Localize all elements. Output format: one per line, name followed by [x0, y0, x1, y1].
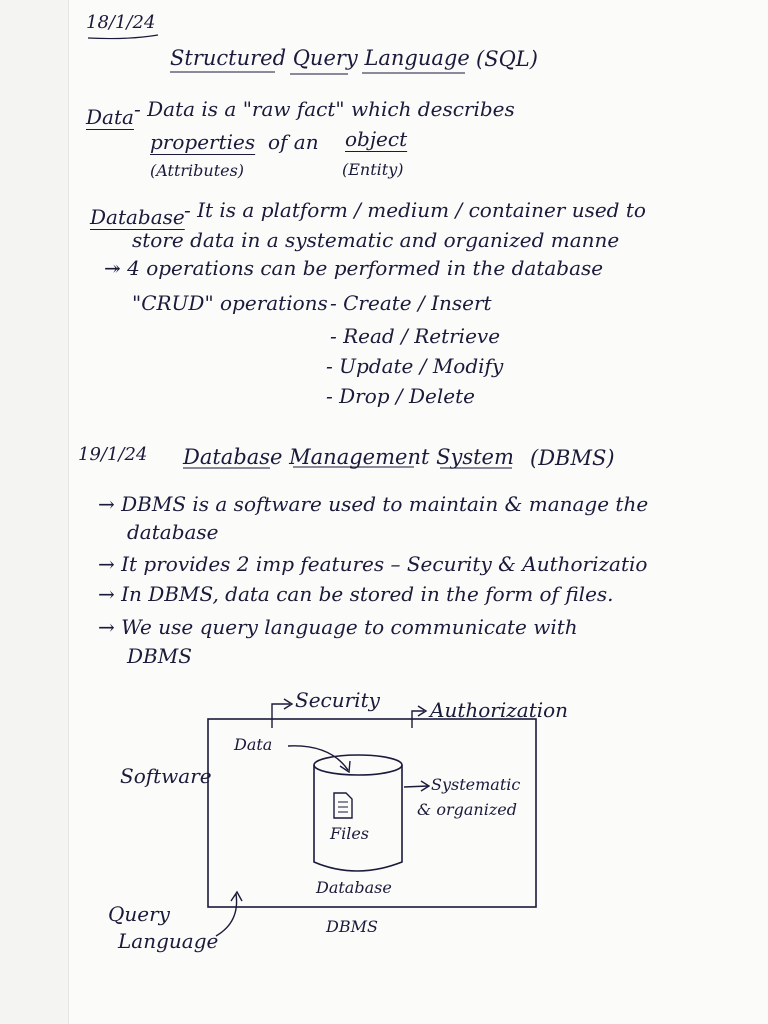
date-1: 18/1/24 — [86, 12, 156, 33]
database-def-line2: store data in a systematic and organized manne — [132, 228, 620, 252]
dbms-title-abbr: (DBMS) — [530, 446, 615, 470]
data-definition-line1: - Data is a "raw fact" which describes — [134, 97, 515, 121]
crud-item-2: - Read / Retrieve — [330, 324, 501, 348]
systematic-arrow — [404, 786, 428, 787]
bullet-1: → DBMS is a software used to maintain & manage the — [98, 492, 649, 516]
label-dbms: DBMS — [326, 917, 378, 936]
label-data: Data — [234, 735, 273, 754]
label-security: Security — [295, 688, 380, 712]
bullet-4: → We use query language to communicate with — [98, 615, 578, 639]
note-attributes: (Attributes) — [150, 161, 245, 180]
bullet-2: → It provides 2 imp features – Security & Authorizatio — [98, 552, 648, 576]
label-files: Files — [330, 824, 370, 843]
page-title-abbr: (SQL) — [476, 47, 538, 71]
database-def-line1: - It is a platform / medium / container used to — [184, 198, 646, 222]
data-definition-mid: of an — [268, 130, 319, 154]
word-properties: properties — [150, 130, 256, 154]
bullet-4-cont: DBMS — [127, 644, 192, 668]
crud-item-4: - Drop / Delete — [326, 384, 475, 408]
file-icon — [334, 793, 352, 818]
label-software: Software — [120, 764, 212, 788]
dbms-title: Database Management System — [183, 445, 514, 469]
date-2: 19/1/24 — [78, 444, 148, 465]
label-query: Query — [108, 902, 170, 926]
label-authorization: Authorization — [430, 698, 569, 722]
label-organized: & organized — [417, 800, 517, 819]
data-arrow — [288, 746, 348, 770]
page-title: Structured Query Language — [170, 46, 470, 70]
word-object: object — [345, 127, 408, 151]
database-cylinder — [314, 765, 402, 871]
crud-item-3: - Update / Modify — [326, 354, 504, 378]
label-language: Language — [118, 929, 219, 953]
date1-underline — [88, 35, 158, 39]
label-database: Database — [316, 878, 392, 897]
data-term: Data — [86, 105, 134, 129]
bullet-1-cont: database — [127, 520, 219, 544]
crud-item-1: - Create / Insert — [330, 291, 492, 315]
bullet-3: → In DBMS, data can be stored in the form of files. — [98, 582, 614, 606]
crud-label: "CRUD" operations — [132, 291, 328, 315]
label-systematic: Systematic — [431, 775, 521, 794]
note-entity: (Entity) — [342, 160, 404, 179]
database-def-line3: ↠ 4 operations can be performed in the database — [104, 256, 604, 280]
database-term: Database — [90, 205, 185, 229]
query-arrow — [216, 894, 237, 936]
